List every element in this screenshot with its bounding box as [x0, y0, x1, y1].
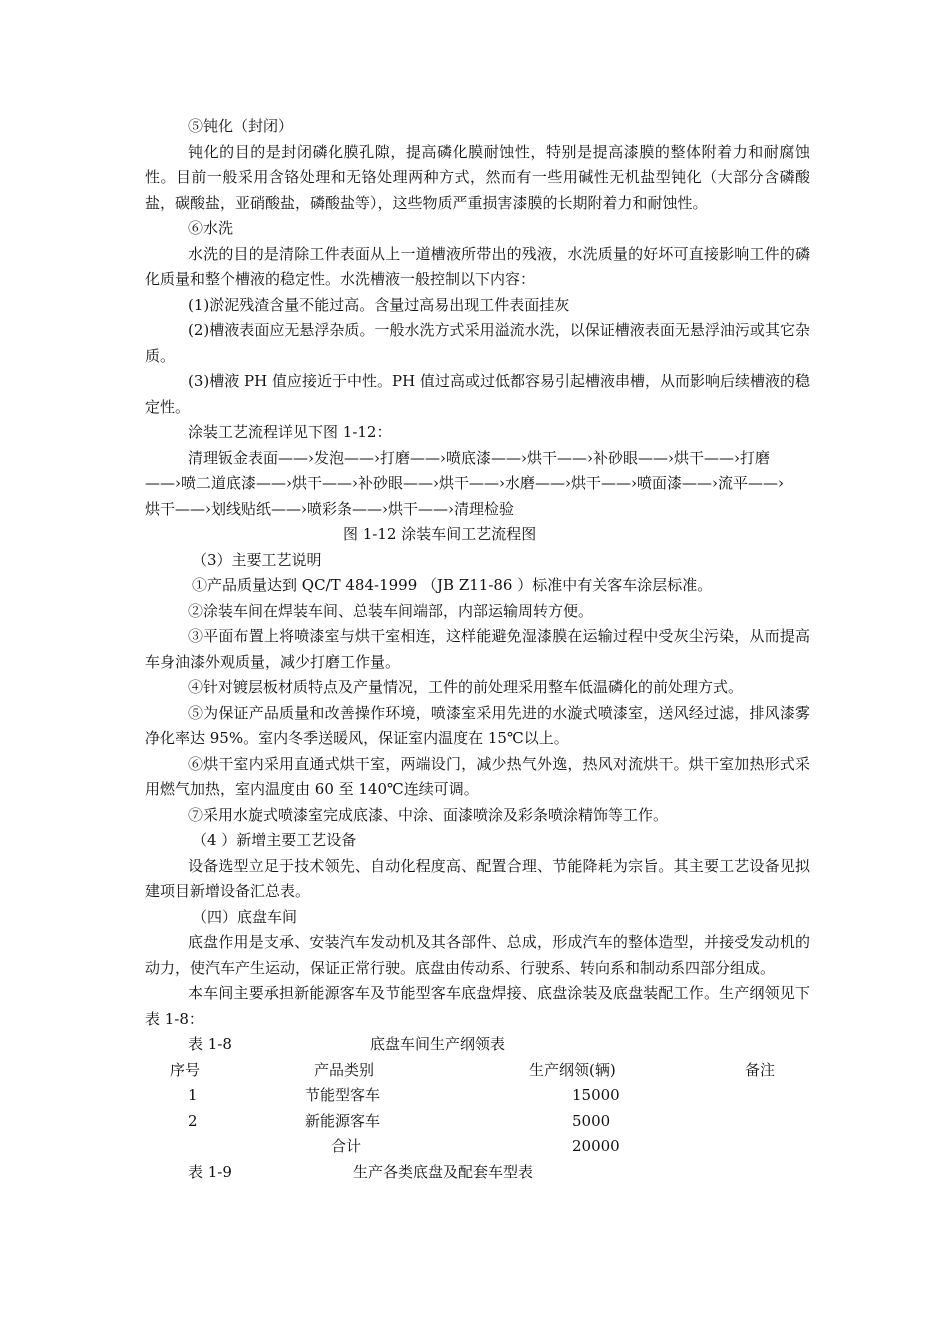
table-cell-output: 5000 [572, 1111, 611, 1130]
table-header-remark: 备注 [745, 1060, 776, 1079]
table-row [145, 1109, 810, 1135]
table-cell-category: 节能型客车 [305, 1086, 381, 1104]
table-cell-output: 15000 [572, 1086, 620, 1104]
process-flow-line-1: 清理钣金表面——›发泡——›打磨——›喷底漆——›烘干——›补砂眼——›烘干——›打磨 [188, 448, 770, 467]
table-total-label: 合计 [331, 1137, 362, 1155]
process-flow-line-2: ——›喷二道底漆——›烘干——›补砂眼——›烘干——›水磨——›烘干——›喷面漆——›流平——› [145, 474, 784, 492]
process-intro: 涂装工艺流程详见下图 1-12： [188, 423, 392, 441]
process-flow-line-3: 烘干——›划线贴纸——›喷彩条——›烘干——›清理检验 [145, 499, 514, 518]
table-1-8-label: 表 1-8 [188, 1035, 232, 1053]
table-total-row [145, 1134, 810, 1160]
main-process-item-3: ③平面布置上将喷漆室与烘干室相连，这样能避免湿漆膜在运输过程中受灰尘污染，从而提高车身油漆外观质量，减少打磨工作量。 [145, 627, 810, 671]
table-cell-seq: 1 [188, 1086, 198, 1104]
table-row [145, 1083, 810, 1109]
table-1-9-label: 表 1-9 [188, 1162, 232, 1181]
passivation-heading: ⑤钝化（封闭） [188, 117, 294, 135]
chassis-paragraph-2: 本车间主要承担新能源客车及节能型客车底盘焊接、底盘涂装及底盘装配工作。生产纲领见下表 1-8： [145, 984, 810, 1028]
table-header-category: 产品类别 [314, 1060, 375, 1079]
table-1-8-caption [145, 1032, 810, 1058]
passivation-paragraph: 钝化的目的是封闭磷化膜孔隙，提高磷化膜耐蚀性，特别是提高漆膜的整体附着力和耐腐蚀性。目前一般采用含铬处理和无铬处理两种方式，然而有一些用碱性无机盐型钝化（大部分含磷酸盐，碳酸盐，亚硝酸盐，磷酸盐等），这些物质严重损害漆膜的长期附着力和耐蚀性。 [145, 142, 810, 212]
main-process-item-4: ④针对镀层板材质特点及产量情况，工件的前处理采用整车低温磷化的前处理方式。 [188, 678, 744, 696]
main-process-item-6: ⑥烘干室内采用直通式烘干室，两端设门，减少热气外逸，热风对流烘干。烘干室加热形式采用燃气加热，室内温度由 60 至 140℃连续可调。 [145, 754, 810, 798]
washing-heading: ⑥水洗 [188, 219, 234, 237]
table-total-value: 20000 [572, 1137, 620, 1155]
table-1-9-caption [145, 1160, 810, 1186]
table-cell-category: 新能源客车 [305, 1111, 381, 1130]
main-process-item-1: ①产品质量达到 QC/T 484-1999 （JB Z11-86 ）标准中有关客车涂层标准。 [192, 576, 713, 594]
table-header-output: 生产纲领(辆) [529, 1060, 616, 1079]
document-body [145, 114, 810, 1185]
table-1-8-header-row [145, 1058, 810, 1084]
table-1-9-title: 生产各类底盘及配套车型表 [353, 1162, 534, 1181]
washing-item-3: (3)槽液 PH 值应接近于中性。PH 值过高或过低都容易引起槽液串槽，从而影响后续槽液的稳定性。 [145, 372, 810, 416]
chassis-heading: （四）底盘车间 [192, 907, 298, 926]
table-cell-seq: 2 [188, 1111, 198, 1130]
figure-caption: 图 1-12 涂装车间工艺流程图 [343, 525, 537, 543]
washing-item-2: (2)槽液表面应无悬浮杂质。一般水洗方式采用溢流水洗，以保证槽液表面无悬浮油污或其它杂质。 [145, 321, 810, 365]
new-equipment-heading: （4 ）新增主要工艺设备 [192, 831, 357, 849]
main-process-item-7: ⑦采用水旋式喷漆室完成底漆、中涂、面漆喷涂及彩条喷涂精饰等工作。 [188, 805, 669, 824]
new-equipment-paragraph: 设备选型立足于技术领先、自动化程度高、配置合理、节能降耗为宗旨。其主要工艺设备见拟建项目新增设备汇总表。 [145, 856, 810, 900]
main-process-item-5: ⑤为保证产品质量和改善操作环境，喷漆室采用先进的水漩式喷漆室，送风经过滤，排风漆雾净化率达 95%。室内冬季送暖风，保证室内温度在 15℃以上。 [145, 703, 810, 747]
washing-item-1: (1)淤泥残渣含量不能过高。含量过高易出现工件表面挂灰 [188, 295, 570, 314]
chassis-paragraph-1: 底盘作用是支承、安装汽车发动机及其各部件、总成，形成汽车的整体造型，并接受发动机的动力，使汽车产生运动，保证正常行驶。底盘由传动系、行驶系、转向系和制动系四部分组成。 [145, 933, 810, 977]
table-header-seq: 序号 [170, 1060, 201, 1079]
table-1-8-title: 底盘车间生产纲领表 [370, 1035, 506, 1053]
washing-paragraph: 水洗的目的是清除工件表面从上一道槽液所带出的残液，水洗质量的好坏可直接影响工件的磷化质量和整个槽液的稳定性。水洗槽液一般控制以下内容： [145, 244, 810, 288]
main-process-item-2: ②涂装车间在焊装车间、总装车间端部，内部运输周转方便。 [188, 601, 594, 620]
main-process-heading: （3）主要工艺说明 [192, 550, 322, 569]
